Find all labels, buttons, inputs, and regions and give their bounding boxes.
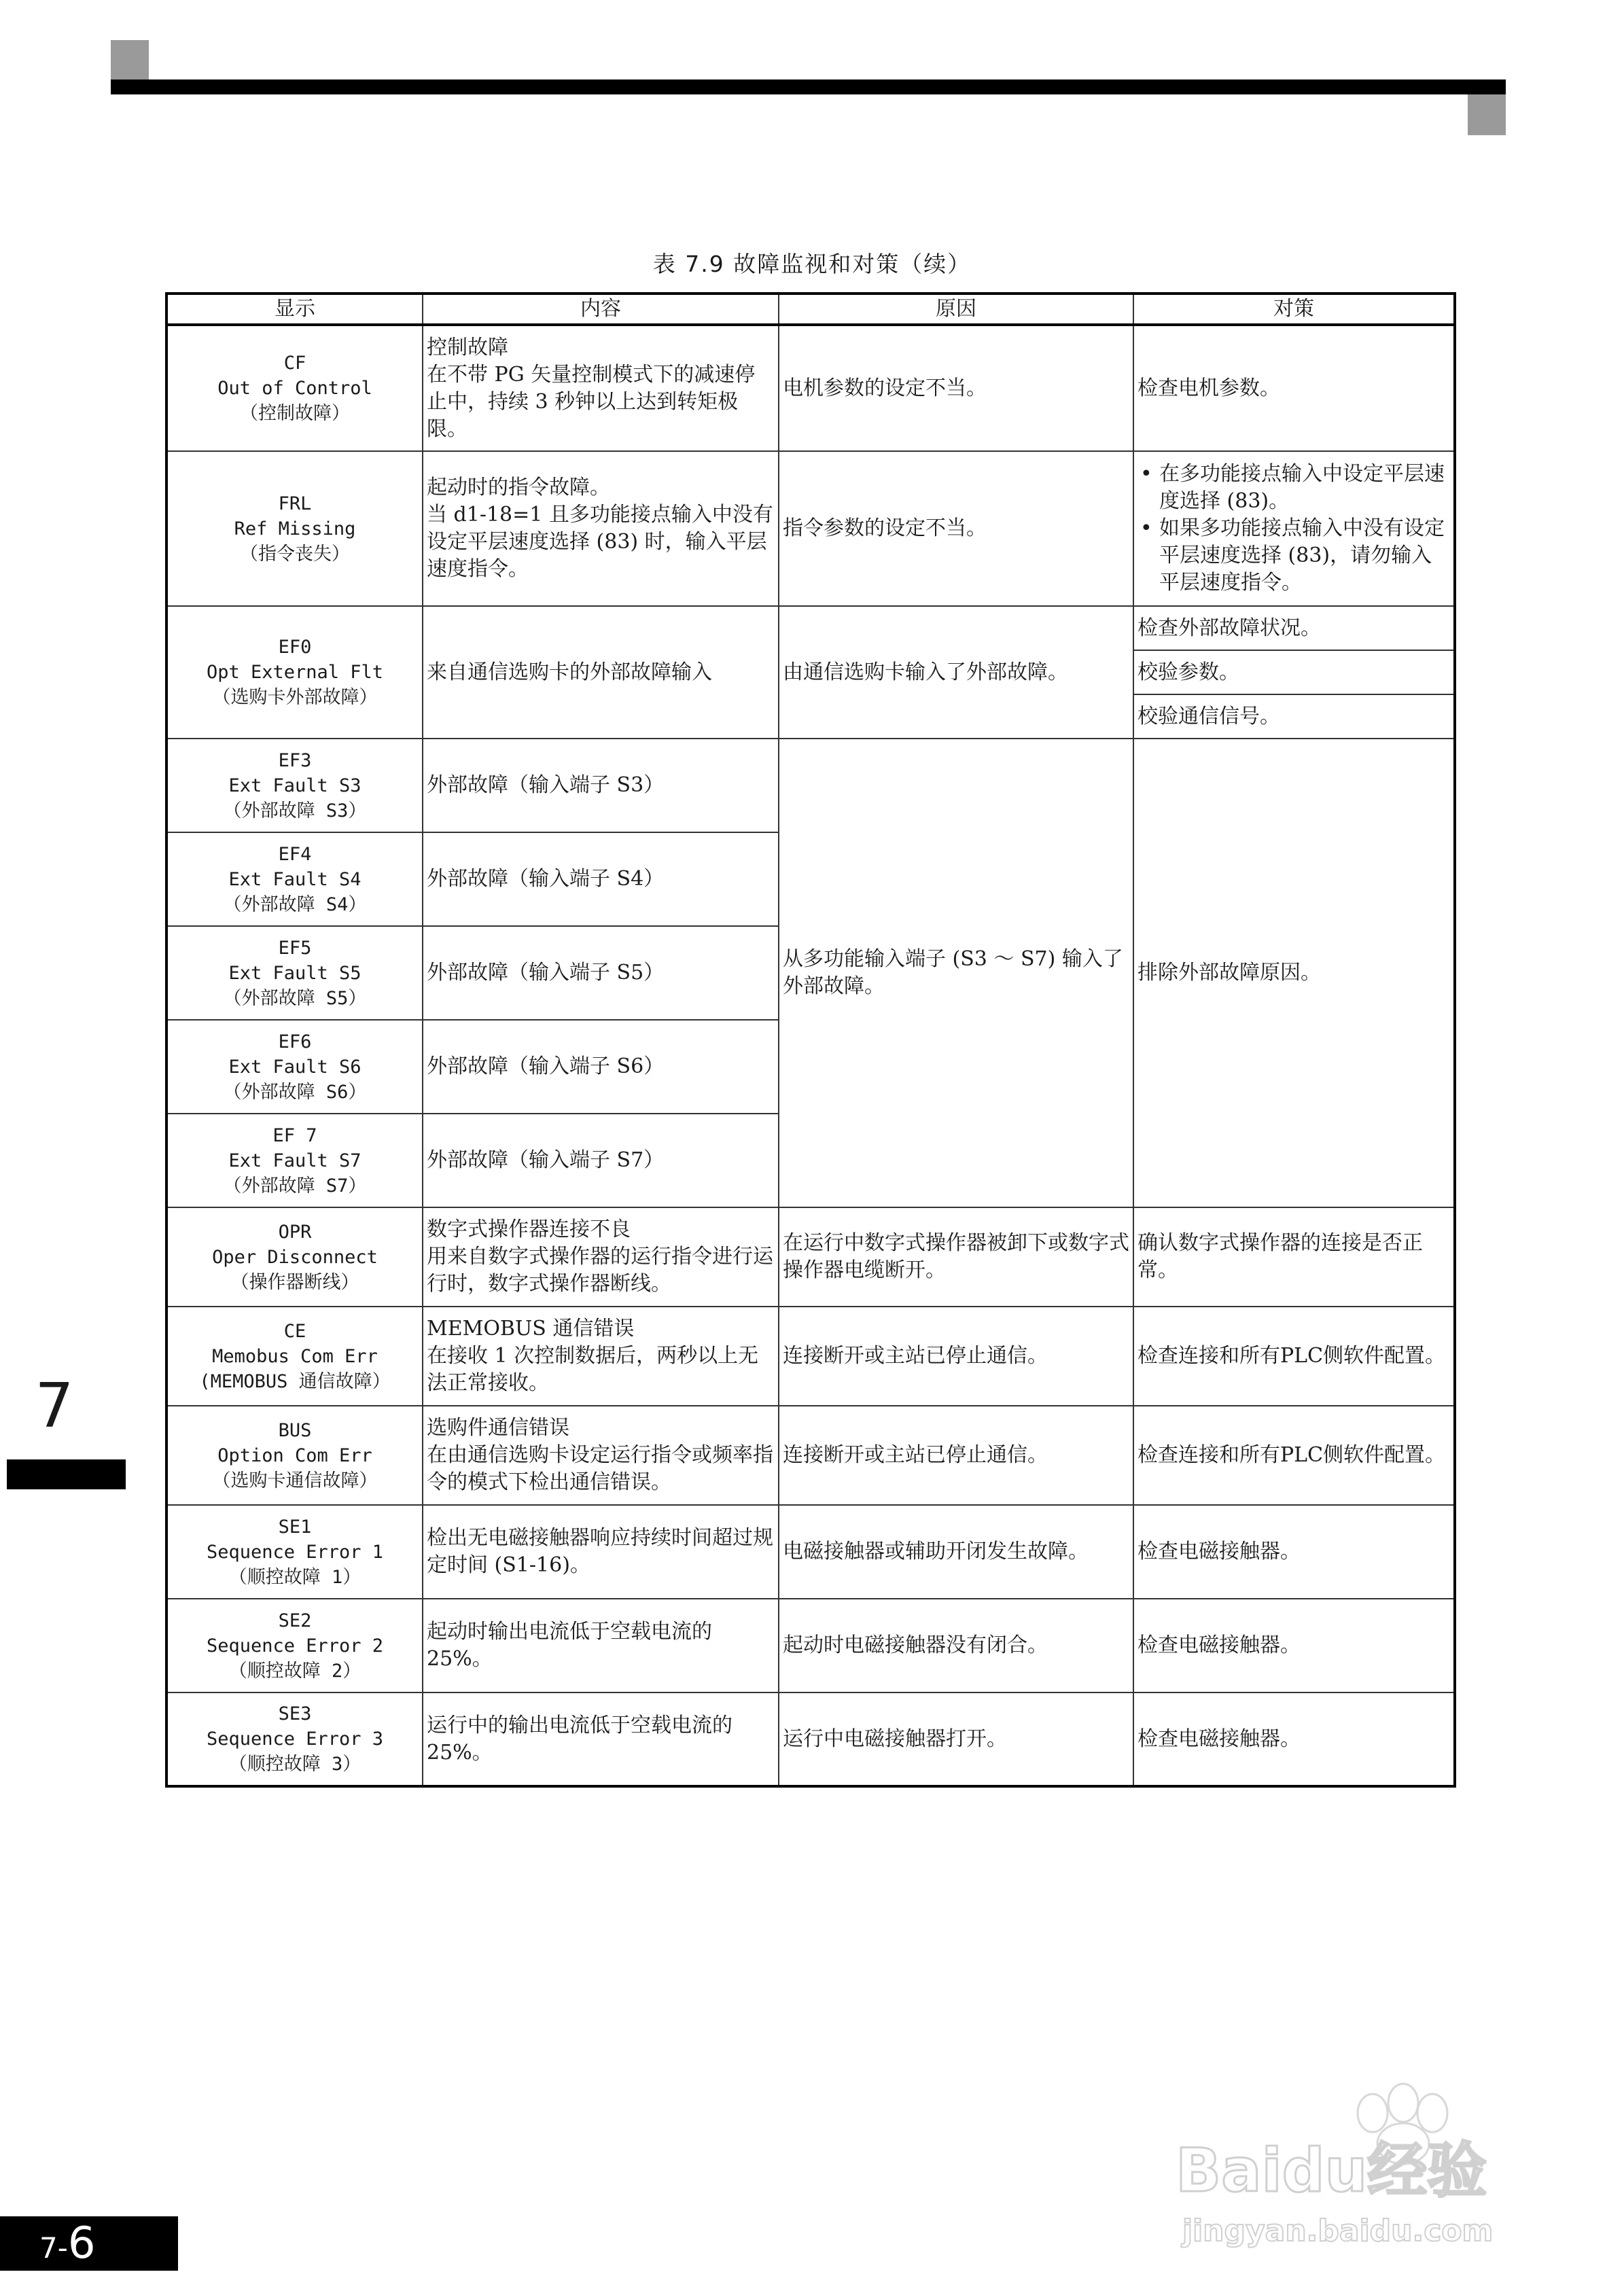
fault-name: Ext Fault S6 [228,1056,361,1078]
fault-name-cn: （顺控故障 1） [228,1566,361,1588]
fault-code: OPR [278,1221,312,1243]
table-caption: 表 7.9 故障监视和对策（续） [652,251,972,277]
display-cell [166,1207,423,1307]
fault-name-cn: （顺控故障 3） [228,1754,361,1775]
table-row [166,1505,1455,1599]
fault-code: SE1 [278,1516,312,1538]
table-row [166,1692,1455,1786]
watermark-url: jingyan.baidu.com [1182,2214,1494,2248]
text-line: 在由通信选购卡设定运行指令或频率指令的模式下检出通信错误。 [427,1443,773,1494]
content-cell [423,1406,779,1505]
action-list [1137,461,1450,597]
content-cell [423,325,779,451]
action-cell: 检查外部故障状况。 [1133,606,1455,650]
action-cell: 确认数字式操作器的连接是否正常。 [1133,1207,1455,1307]
fault-code: SE3 [278,1703,312,1724]
fault-name-cn: （指令丧失） [240,543,350,565]
text-line: 在接收 1 次控制数据后，两秒以上无法正常接收。 [427,1344,759,1395]
action-cell: 校验通信信号。 [1133,694,1455,739]
table-row [166,1599,1455,1692]
fault-code: CE [283,1320,306,1342]
text-line: 起动时的指令故障。 [427,476,610,499]
display-cell [166,739,423,832]
table-row [166,606,1455,650]
content-cell: 外部故障（输入端子 S4） [423,832,779,926]
fault-name: Option Com Err [217,1444,372,1466]
fault-name-cn: （外部故障 S7） [223,1175,367,1196]
fault-code: EF4 [278,843,312,865]
text-line: 控制故障 [427,335,508,359]
fault-table [165,292,1456,1788]
display-cell [166,325,423,451]
display-cell [166,1692,423,1786]
text-line: 选购件通信错误 [427,1416,569,1440]
display-cell [166,926,423,1020]
cause-cell: 起动时电磁接触器没有闭合。 [779,1599,1133,1692]
display-cell [166,1114,423,1207]
fault-code: CF [283,353,306,374]
col-header-content: 内容 [423,294,779,325]
list-item: • 如果多功能接点输入中没有设定平层速度选择 (83)，请勿输入平层速度指令。 [1137,515,1450,597]
action-cell: 检查连接和所有PLC侧软件配置。 [1133,1307,1455,1406]
watermark [1169,2066,1549,2256]
content-cell: 运行中的输出电流低于空载电流的 25%。 [423,1692,779,1786]
col-header-cause: 原因 [779,294,1133,325]
content-cell: 外部故障（输入端子 S5） [423,926,779,1020]
fault-name: Memobus Com Err [212,1345,378,1367]
fault-name: Opt External Flt [206,662,384,683]
fault-code: SE2 [278,1610,312,1631]
fault-code: EF3 [278,749,312,771]
content-cell: 外部故障（输入端子 S7） [423,1114,779,1207]
table-row [166,1406,1455,1505]
table-row [166,1207,1455,1307]
watermark-brand: Baidu经验 [1176,2135,1487,2205]
content-cell: 外部故障（输入端子 S3） [423,739,779,832]
fault-name-cn: （控制故障） [240,403,350,424]
fault-name-cn: (MEMOBUS 通信故障） [199,1370,391,1392]
page-number-page: 6 [67,2218,96,2269]
display-cell [166,1505,423,1599]
table-header-row [166,294,1455,325]
fault-code: EF5 [278,937,312,959]
fault-name-cn: （外部故障 S3） [223,800,367,821]
fault-name: Ext Fault S7 [228,1150,361,1171]
fault-name: Ext Fault S3 [228,775,361,796]
fault-name-cn: （外部故障 S6） [223,1081,367,1103]
chapter-tab-bar [7,1459,126,1489]
display-cell [166,606,423,739]
text-line: 数字式操作器连接不良 [427,1218,631,1241]
fault-code: EF0 [278,637,312,658]
fault-name: Ext Fault S4 [228,868,361,890]
cause-cell: 电机参数的设定不当。 [779,325,1133,451]
content-cell [423,1207,779,1307]
list-item: • 在多功能接点输入中设定平层速度选择 (83)。 [1137,461,1450,515]
content-cell: 起动时输出电流低于空载电流的 25%。 [423,1599,779,1692]
action-cell: 检查电磁接触器。 [1133,1599,1455,1692]
fault-name: Out of Control [217,378,372,399]
display-cell [166,451,423,606]
cause-cell: 连接断开或主站已停止通信。 [779,1406,1133,1505]
fault-name-cn: （外部故障 S5） [223,987,367,1009]
action-cell: 检查电磁接触器。 [1133,1692,1455,1786]
fault-code: EF 7 [272,1124,317,1146]
text-line: 在不带 PG 矢量控制模式下的减速停止中，持续 3 秒钟以上达到转矩极限。 [427,362,756,441]
col-header-display: 显示 [166,294,423,325]
action-cell [1133,451,1455,606]
content-cell [423,1307,779,1406]
header-rule [111,79,1506,94]
fault-name-cn: （外部故障 S4） [223,893,367,915]
display-cell [166,1406,423,1505]
cause-cell: 由通信选购卡输入了外部故障。 [779,606,1133,739]
action-cell: 检查电磁接触器。 [1133,1505,1455,1599]
page-number [39,2220,96,2271]
fault-name-cn: （顺控故障 2） [228,1660,361,1682]
fault-name-cn: （操作器断线） [230,1271,359,1293]
content-cell [423,451,779,606]
fault-name: Oper Disconnect [212,1246,378,1268]
action-cell: 检查电机参数。 [1133,325,1455,451]
display-cell [166,1599,423,1692]
fault-name-cn: （选购卡通信故障） [212,1470,378,1491]
fault-name: Sequence Error 1 [206,1541,384,1563]
cause-cell: 连接断开或主站已停止通信。 [779,1307,1133,1406]
fault-code: EF6 [278,1031,312,1052]
header-marker-right [1468,94,1506,135]
table-row [166,451,1455,606]
text-line: 当 d1-18=1 且多功能接点输入中没有设定平层速度选择 (83) 时，输入平层速度指令。 [427,503,773,581]
content-cell: 外部故障（输入端子 S6） [423,1020,779,1114]
content-cell: 检出无电磁接触器响应持续时间超过规定时间 (S1-16)。 [423,1505,779,1599]
cause-cell: 在运行中数字式操作器被卸下或数字式操作器电缆断开。 [779,1207,1133,1307]
cause-cell: 运行中电磁接触器打开。 [779,1692,1133,1786]
header-marker-left [111,40,149,81]
fault-name: Ext Fault S5 [228,962,361,984]
action-cell: 校验参数。 [1133,650,1455,694]
content-cell: 来自通信选购卡的外部故障输入 [423,606,779,739]
cause-cell: 指令参数的设定不当。 [779,451,1133,606]
text-line: MEMOBUS 通信错误 [427,1317,635,1341]
page-number-chapter: 7- [39,2231,68,2265]
table-row [166,739,1455,832]
fault-code: BUS [278,1419,312,1441]
fault-name: Sequence Error 3 [206,1728,384,1750]
display-cell [166,1307,423,1406]
action-cell: 排除外部故障原因。 [1133,739,1455,1207]
fault-name: Sequence Error 2 [206,1635,384,1656]
action-cell: 检查连接和所有PLC侧软件配置。 [1133,1406,1455,1505]
table-row [166,325,1455,451]
cause-cell: 电磁接触器或辅助开闭发生故障。 [779,1505,1133,1599]
display-cell [166,832,423,926]
text-line: 用来自数字式操作器的运行指令进行运行时，数字式操作器断线。 [427,1245,773,1296]
fault-name-cn: （选购卡外部故障） [212,687,378,708]
chapter-tab-number: 7 [35,1370,74,1442]
fault-name: Ref Missing [234,518,356,539]
cause-cell: 从多功能输入端子 (S3 ～ S7) 输入了外部故障。 [779,739,1133,1207]
fault-code: FRL [278,493,312,514]
display-cell [166,1020,423,1114]
col-header-action: 对策 [1133,294,1455,325]
table-row [166,1307,1455,1406]
